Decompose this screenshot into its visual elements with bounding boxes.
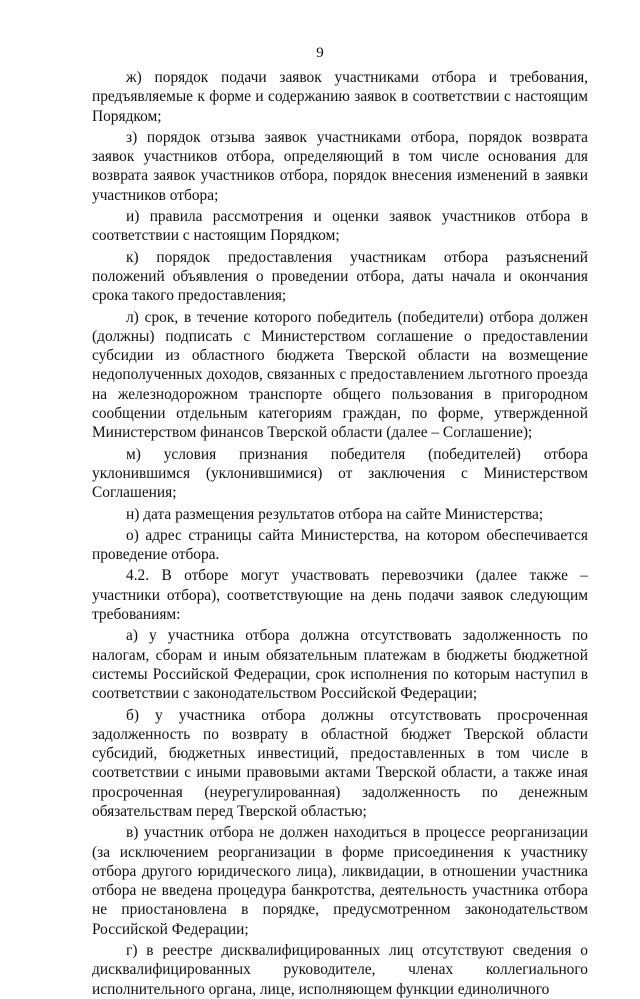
paragraph-v: в) участник отбора не должен находиться в процессе реорганизации (за исключением реорганизации в форме присоединения к участнику отбора другого юридического лица), ликвидации, в отношении участника отбора не введена процедура банкротства, деятельность участника отбора не приостановлена в порядке, предусмотренном законодательством Российской Федерации;: [92, 824, 588, 938]
paragraph-zh: ж) порядок подачи заявок участниками отбора и требования, предъявляемые к форме и содержанию заявок в соответствии с настоящим Порядком;: [92, 69, 588, 125]
paragraph-k: к) порядок предоставления участникам отбора разъяснений положений объявления о проведении отбора, даты начала и окончания срока такого предоставления;: [92, 248, 588, 305]
paragraph-4-2: 4.2. В отборе могут участвовать перевозчики (далее также – участники отбора), соответствующие на день подачи заявок следующим требованиям:: [92, 567, 588, 624]
paragraph-m: м) условия признания победителя (победителей) отбора уклонившимся (уклонившимися) от заключения с Министерством Соглашения;: [92, 445, 588, 502]
paragraph-g: г) в реестре дисквалифицированных лиц отсутствуют сведения о дисквалифицированных руководителе, членах коллегиального исполнительного органа, лице, исполняющем функции единоличного: [92, 942, 588, 998]
paragraph-o: о) адрес страницы сайта Министерства, на котором обеспечивается проведение отбора.: [92, 526, 588, 564]
paragraph-a: а) у участника отбора должна отсутствовать задолженность по налогам, сборам и иным обязательным платежам в бюджеты бюджетной системы Российской Федерации, срок исполнения по которым наступил в соответствии с законодательством Российской Федерации;: [92, 627, 588, 703]
paragraph-z: з) порядок отзыва заявок участниками отбора, порядок возврата заявок участников отбора, определяющий в том числе основания для возврата заявок участников отбора, порядок внесения изменений в заявки участников отбора;: [92, 128, 588, 204]
page-number: 9: [316, 45, 324, 61]
body-text: [92, 68, 588, 999]
paragraph-n: н) дата размещения результатов отбора на сайте Министерства;: [126, 505, 544, 523]
paragraph-b: б) у участника отбора должны отсутствовать просроченная задолженность по возврату в областной бюджет Тверской области субсидий, бюджетных инвестиций, предоставленных в том числе в соответствии с иными правовыми актами Тверской области, а также иная просроченная (неурегулированная) задолженность по денежным обязательствам перед Тверской областью;: [92, 706, 588, 820]
paragraph-l: л) срок, в течение которого победитель (победители) отбора должен (должны) подписать с Министерством соглашение о предоставлении субсидии из областного бюджета Тверской области на возмещение недополученных доходов, связанных с предоставлением льготного проезда на железнодорожном транспорте общего пользования в пригородном сообщении отдельным категориям граждан, по форме, утвержденной Министерством финансов Тверской области (далее – Соглашение);: [92, 308, 588, 442]
paragraph-i: и) правила рассмотрения и оценки заявок участников отбора в соответствии с настоящим Порядком;: [92, 208, 588, 245]
